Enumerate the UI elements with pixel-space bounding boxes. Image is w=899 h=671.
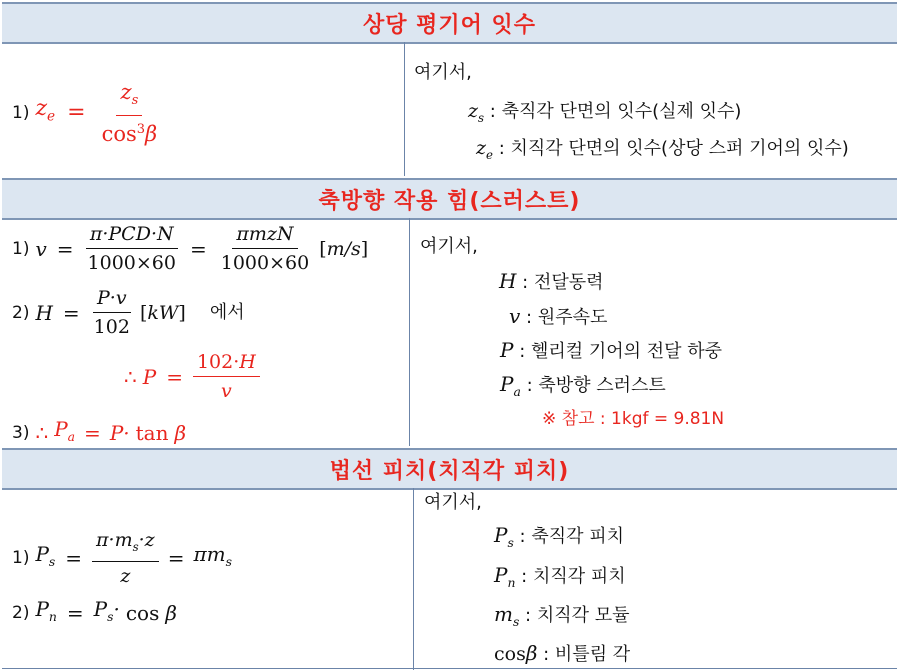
definition-Pa: $P_a$ : 축방향 스러스트 xyxy=(500,372,666,399)
definition-text: 치직각 피치 xyxy=(532,566,626,587)
formula-2-3: ∴ P = $\frac{102\cdot H}{v}$ xyxy=(124,350,260,403)
formula-2-1: 1) v = $\frac{\text{π·PCD·N}}{1000\times 60}$ = $\frac{\text{πmzN}}{1000\times 60}$ [m/s] xyxy=(12,223,369,274)
definition-text: 전달동력 xyxy=(533,272,604,293)
definition-text: 치직각 모듈 xyxy=(536,605,630,626)
intro-text: 여기서, xyxy=(424,492,482,513)
definition-text: 축직각 단면의 잇수(실제 잇수) xyxy=(501,101,742,122)
formula-2-4: 3) ∴ $P_a$ = P· tan β xyxy=(12,417,187,445)
suffix-text: 에서 xyxy=(209,301,245,323)
item-number: 1) xyxy=(12,103,30,124)
column-divider xyxy=(404,42,405,176)
formula-2-2: 2) H = $\frac{P\cdot v}{102}$ [kW] 에서 xyxy=(12,287,245,338)
definition-ms: $m_s$ : 치직각 모듈 xyxy=(494,602,630,629)
item-number: 1) xyxy=(12,238,30,259)
column-divider xyxy=(409,218,410,446)
definition-H: H : 전달동력 xyxy=(499,269,604,293)
section-title: 상당 평기어 잇수 xyxy=(362,12,537,38)
definition-text: 치직각 단면의 잇수(상당 스퍼 기어의 잇수) xyxy=(510,138,849,159)
formula-1-1 xyxy=(12,80,161,146)
section-title: 축방향 작용 힘(스러스트) xyxy=(318,188,581,214)
item-number: 2) xyxy=(12,603,30,623)
definition-text: 축직각 피치 xyxy=(531,526,625,547)
section-header xyxy=(2,448,897,490)
section-title: 법선 피치(치직각 피치) xyxy=(329,458,570,484)
formula-equivalent-teeth: $z_e$ = $\frac{z_s}{\cos^3\beta}$ xyxy=(35,80,158,147)
definition-zs: $z_s$ : 축직각 단면의 잇수(실제 잇수) xyxy=(468,100,742,125)
definition-P: P : 헬리컬 기어의 전달 하중 xyxy=(500,338,723,362)
definition-Pn: $P_n$ : 치직각 피치 xyxy=(494,563,626,590)
definition-text: 축방향 스러스트 xyxy=(538,375,666,396)
section-header xyxy=(2,178,897,220)
formula-3-2: 2) $P_n$ = $P_s\cdot$ cos β xyxy=(12,597,177,625)
item-number: 1) xyxy=(12,547,30,568)
definition-Ps: $P_s$ : 축직각 피치 xyxy=(494,523,625,550)
section-header xyxy=(2,2,897,44)
reference-note: ※ 참고 : 1kgf = 9.81N xyxy=(542,409,725,429)
item-number: 3) xyxy=(12,423,30,443)
formula-3-1: 1) $P_s$ = $\frac{\pi\cdot m_s\cdot z}{z}$ = $\pi m_s$ xyxy=(12,529,232,587)
definition-text: 비틀림 각 xyxy=(554,644,631,665)
intro-text: 여기서, xyxy=(414,62,472,83)
intro-text: 여기서, xyxy=(420,236,478,257)
definition-ze: $z_e$ : 치직각 단면의 잇수(상당 스퍼 기어의 잇수) xyxy=(476,137,849,162)
definition-v: v : 원주속도 xyxy=(509,304,608,328)
item-number: 2) xyxy=(12,302,30,323)
table-bottom-rule xyxy=(2,668,897,669)
definition-text: 원주속도 xyxy=(537,307,608,328)
definition-text: 헬리컬 기어의 전달 하중 xyxy=(530,341,723,362)
column-divider xyxy=(413,488,414,670)
definition-cosbeta: cosβ : 비틀림 각 xyxy=(494,641,631,665)
